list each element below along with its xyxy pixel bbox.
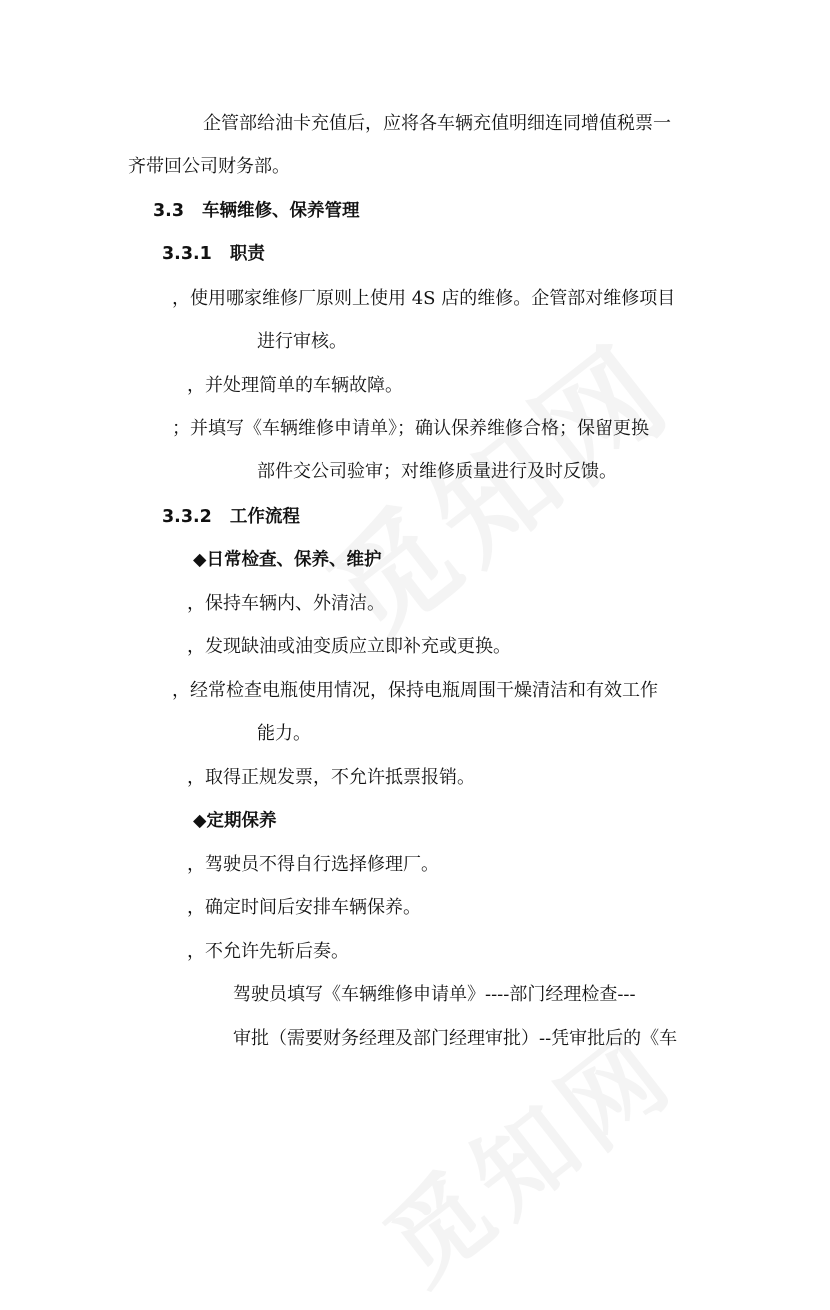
list-item: ，取得正规发票，不允许抵票报销。 — [187, 767, 475, 788]
list-item: ，确定时间后安排车辆保养。 — [187, 897, 421, 918]
paragraph-line: 审批（需要财务经理及部门经理审批）--凭审批后的《车 — [233, 1028, 678, 1049]
list-item-continuation: 进行审核。 — [257, 331, 347, 352]
subsection-title: 工作流程 — [229, 507, 300, 527]
list-item: ，发现缺油或油变质应立即补充或更换。 — [187, 636, 511, 657]
subsection-number: 3.3.1 — [162, 244, 212, 264]
subsection-heading — [162, 242, 265, 266]
subsection-title: 职责 — [229, 244, 265, 264]
paragraph-line: 驾驶员填写《车辆维修申请单》----部门经理检查--- — [233, 984, 636, 1005]
bullet-heading: ◆日常检查、保养、维护 — [193, 550, 382, 570]
list-item: ，不允许先斩后奏。 — [187, 941, 349, 962]
section-number: 3.3 — [153, 201, 185, 221]
list-item: ，并处理简单的车辆故障。 — [187, 375, 403, 396]
section-title: 车辆维修、保养管理 — [202, 201, 360, 221]
list-item: ，驾驶员不得自行选择修理厂。 — [187, 854, 439, 875]
list-item: ，保持车辆内、外清洁。 — [187, 593, 385, 614]
list-item: ；并填写《车辆维修申请单》；确认保养维修合格；保留更换 — [172, 418, 649, 439]
list-item: ，使用哪家维修厂原则上使用 4S 店的维修。企管部对维修项目 — [172, 288, 676, 309]
paragraph-line: 企管部给油卡充值后，应将各车辆充值明细连同增值税票一 — [203, 113, 671, 134]
list-item: ，经常检查电瓶使用情况，保持电瓶周围干燥清洁和有效工作 — [172, 680, 658, 701]
bullet-heading: ◆定期保养 — [193, 811, 277, 831]
subsection-heading — [162, 505, 300, 529]
list-item-continuation: 部件交公司验审；对维修质量进行及时反馈。 — [257, 461, 617, 482]
subsection-number: 3.3.2 — [162, 507, 212, 527]
section-heading — [153, 199, 360, 223]
watermark — [288, 298, 701, 674]
list-item-continuation: 能力。 — [257, 723, 311, 744]
paragraph-line: 齐带回公司财务部。 — [128, 156, 290, 177]
